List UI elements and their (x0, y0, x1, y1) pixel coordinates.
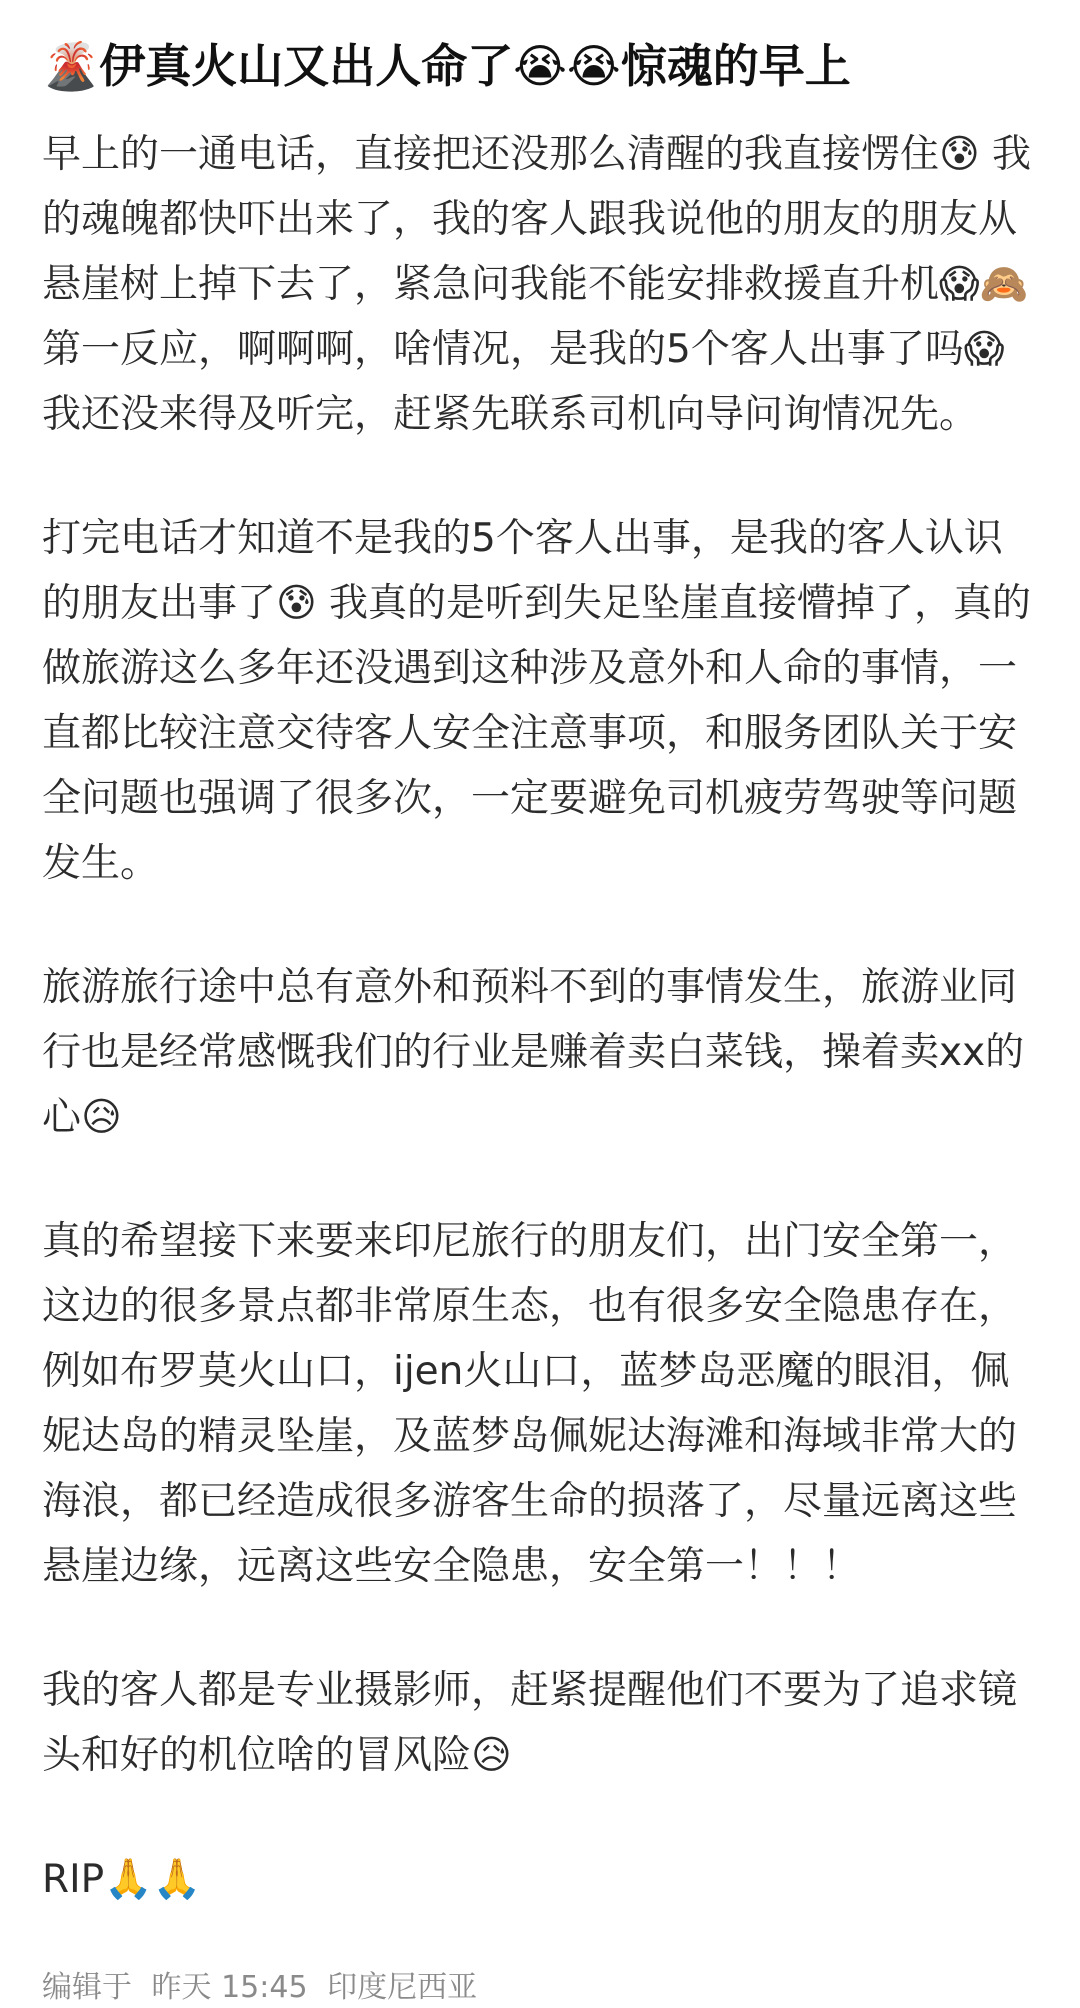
post-title: 🌋伊真火山又出人命了😭😭惊魂的早上 (42, 39, 851, 93)
post-paragraph-4: 真的希望接下来要来印尼旅行的朋友们，出门安全第一，这边的很多景点都非常原生态，也有很多安全隐患存在，例如布罗莫火山口，ijen火山口，蓝梦岛恶魔的眼泪，佩妮达岛的精灵坠崖，及蓝梦岛佩妮达海滩和海域非常大的海浪，都已经造成很多游客生命的损落了，尽量远离这些悬崖边缘，远离这些安全隐患，安全第一！！！ (42, 1219, 1018, 1589)
post-paragraph-6: RIP🙏🙏 (42, 1857, 202, 1902)
edited-label: 编辑于 (42, 1970, 132, 2005)
post-paragraph-5: 我的客人都是专业摄影师，赶紧提醒他们不要为了追求镜头和好的机位啥的冒风险😥 (42, 1668, 1018, 1778)
post-paragraph-2: 打完电话才知道不是我的5个客人出事，是我的客人认识的朋友出事了😰 我真的是听到失足坠崖直接懵掉了，真的做旅游这么多年还没遇到这种涉及意外和人命的事情，一直都比较注意交待客人安全注意事项，和服务团队关于安全问题也强调了很多次，一定要避免司机疲劳驾驶等问题发生。 (42, 516, 1032, 886)
post-location[interactable]: 印度尼西亚 (327, 1970, 478, 2005)
post-meta (42, 1968, 1038, 2008)
post-body (42, 122, 1038, 1912)
post-paragraph-3: 旅游旅行途中总有意外和预料不到的事情发生，旅游业同行也是经常感慨我们的行业是赚着卖白菜钱，操着卖xx的心😥 (42, 965, 1025, 1140)
edited-time: 昨天 15:45 (151, 1970, 308, 2005)
post-paragraph-1: 早上的一通电话，直接把还没那么清醒的我直接愣住😰 我的魂魄都快吓出来了，我的客人跟我说他的朋友的朋友从悬崖树上掉下去了，紧急问我能不能安排救援直升机😱🙈第一反应，啊啊啊，啥情况，是我的5个客人出事了吗😱我还没来得及听完，赶紧先联系司机向导问询情况先。 (42, 132, 1032, 437)
